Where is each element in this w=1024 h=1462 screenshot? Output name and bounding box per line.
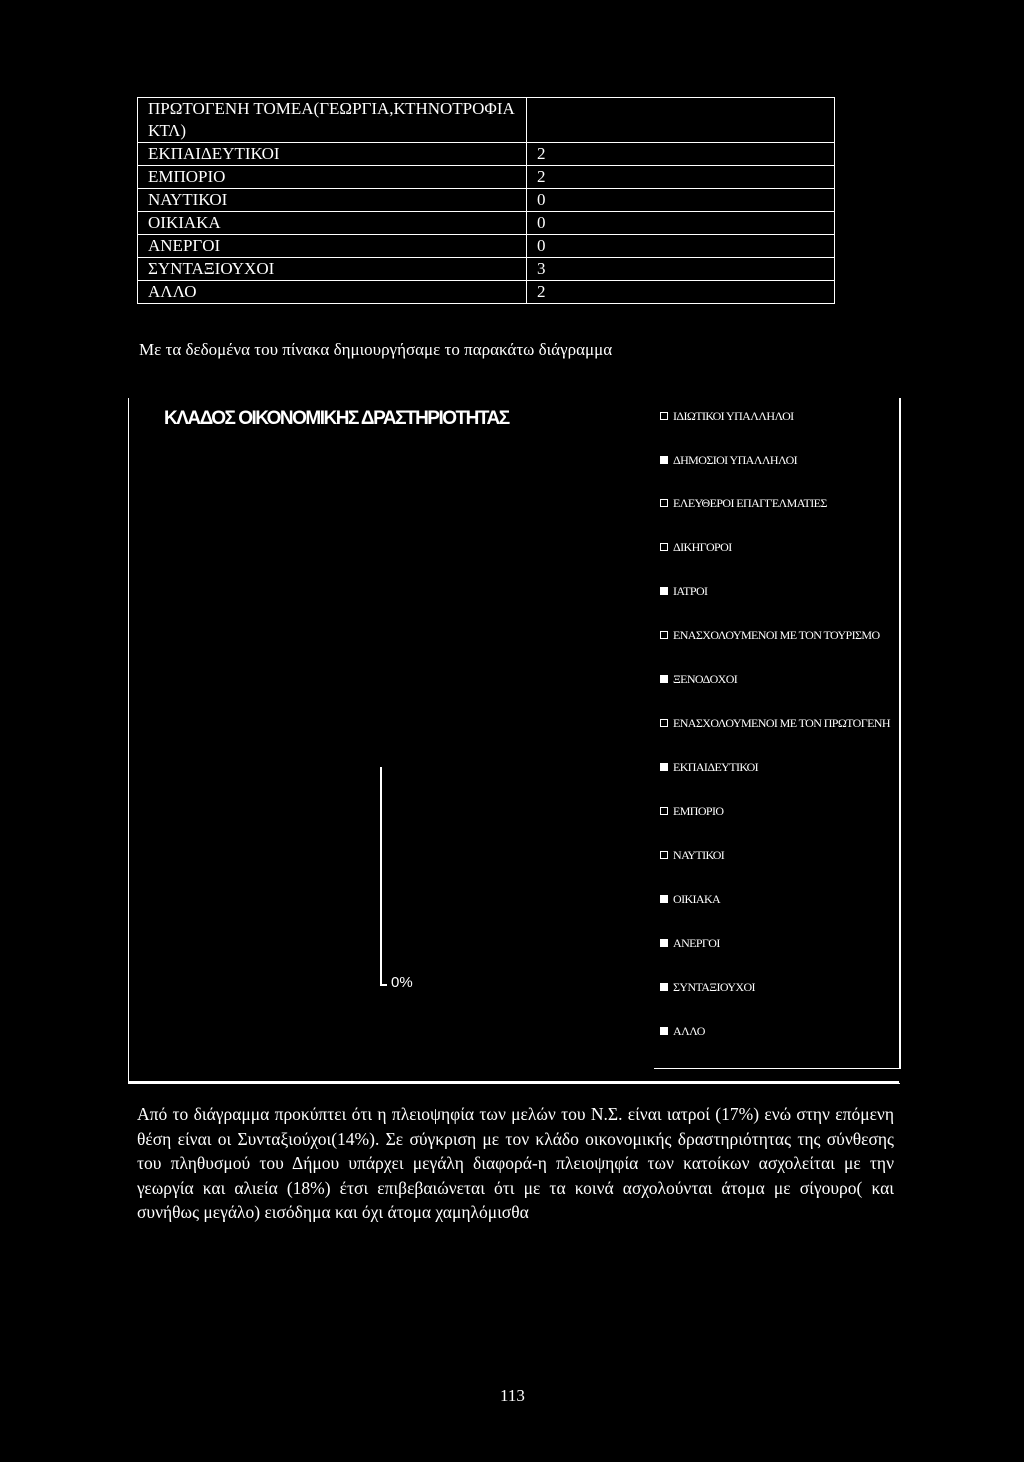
legend-swatch: [660, 1027, 668, 1035]
legend-label: ΞΕΝΟΔΟΧΟΙ: [673, 672, 738, 686]
legend-swatch: [660, 631, 668, 639]
chart-title: ΚΛΑΔΟΣ ΟΙΚΟΝΟΜΙΚΗΣ ΔΡΑΣΤΗΡΙΟΤΗΤΑΣ: [164, 408, 509, 429]
legend-label: ΙΔΙΩΤΙΚΟΙ ΥΠΑΛΛΗΛΟΙ: [673, 409, 794, 423]
divider: [128, 1083, 900, 1084]
legend-swatch: [660, 499, 668, 507]
chart-y-tick-label: 0%: [391, 974, 413, 991]
legend-item: [660, 1023, 705, 1039]
legend-label: ΕΜΠΟΡΙΟ: [673, 804, 724, 818]
legend-swatch: [660, 763, 668, 771]
legend-item: [660, 715, 890, 731]
table-cell-value: [527, 98, 835, 143]
legend-item: [660, 759, 758, 775]
table-row: [138, 235, 835, 258]
legend-swatch: [660, 543, 668, 551]
table-cell-label: ΑΝΕΡΓΟΙ: [138, 235, 527, 258]
legend-swatch: [660, 412, 668, 420]
legend-label: ΕΝΑΣΧΟΛΟΥΜΕΝΟΙ ΜΕ ΤΟΝ ΤΟΥΡΙΣΜΟ: [673, 628, 880, 642]
table-row: [138, 98, 835, 143]
legend-swatch: [660, 983, 668, 991]
legend-label: ΟΙΚΙΑΚΑ: [673, 892, 721, 906]
legend-item: [660, 935, 720, 951]
body-paragraph: Από το διάγραμμα προκύπτει ότι η πλειοψηφία των μελών του Ν.Σ. είναι ιατροί (17%) ενώ στην επόμενη θέση είναι οι Συνταξιούχοι(14%). Σε σύγκριση με τον κλάδο οικονομικής δραστηριότητας της σύνθεσης του πληθυσμού του Δήμου υπάρχει μεγάλη διαφορά-η πλειοψηφία των κατοίκων ασχολείται με την γεωργία και αλιεία (18%) έτσι επιβεβαιώνεται ότι με τα κοινά ασχολούνται άτομα με σίγουρο( και συνήθως μεγάλο) εισόδημα και όχι άτομα χαμηλόμισθα: [137, 1104, 894, 1222]
legend-swatch: [660, 675, 668, 683]
table-row: [138, 258, 835, 281]
table-cell-value: 2: [527, 143, 835, 166]
legend-item: [660, 979, 755, 995]
table-cell-label: ΠΡΩΤΟΓΕΝΗ ΤΟΜΕΑ(ΓΕΩΡΓΙΑ,ΚΤΗΝΟΤΡΟΦΙΑ ΚΤΛ): [138, 98, 527, 143]
legend-swatch: [660, 939, 668, 947]
legend-item: [660, 671, 737, 687]
legend-item: [660, 539, 732, 555]
table-row: [138, 166, 835, 189]
page-number: 113: [500, 1386, 525, 1405]
table-row: [138, 189, 835, 212]
legend-swatch: [660, 456, 668, 464]
table-cell-value: 0: [527, 189, 835, 212]
legend-label: ΕΚΠΑΙΔΕΥΤΙΚΟΙ: [673, 760, 759, 774]
legend-item: [660, 408, 794, 424]
legend-label: ΕΛΕΥΘΕΡΟΙ ΕΠΑΓΓΕΛΜΑΤΙΕΣ: [673, 496, 827, 510]
table-cell-label: ΕΚΠΑΙΔΕΥΤΙΚΟΙ: [138, 143, 527, 166]
table-cell-value: 2: [527, 281, 835, 304]
legend-swatch: [660, 895, 668, 903]
legend-label: ΑΝΕΡΓΟΙ: [673, 936, 720, 950]
legend-label: ΔΗΜΟΣΙΟΙ ΥΠΑΛΛΗΛΟΙ: [673, 453, 798, 467]
table-cell-label: ΝΑΥΤΙΚΟΙ: [138, 189, 527, 212]
legend-item: [660, 847, 724, 863]
chart-legend: [654, 398, 901, 1069]
legend-label: ΕΝΑΣΧΟΛΟΥΜΕΝΟΙ ΜΕ ΤΟΝ ΠΡΩΤΟΓΕΝΗ: [673, 716, 890, 730]
table-cell-value: 0: [527, 235, 835, 258]
legend-item: [660, 495, 827, 511]
legend-swatch: [660, 807, 668, 815]
intro-text: Με τα δεδομένα του πίνακα δημιουργήσαμε το παρακάτω διάγραμμα: [139, 340, 613, 359]
table-cell-value: 3: [527, 258, 835, 281]
table-cell-label: ΣΥΝΤΑΞΙΟΥΧΟΙ: [138, 258, 527, 281]
legend-label: ΙΑΤΡΟΙ: [673, 584, 708, 598]
legend-item: [660, 891, 720, 907]
chart-y-axis-tick: [380, 984, 387, 986]
table-cell-value: 0: [527, 212, 835, 235]
table-cell-label: ΕΜΠΟΡΙΟ: [138, 166, 527, 189]
table-row: [138, 212, 835, 235]
table-cell-value: 2: [527, 166, 835, 189]
legend-item: [660, 627, 880, 643]
table-row: [138, 281, 835, 304]
table-row: [138, 143, 835, 166]
legend-item: [660, 452, 797, 468]
table-cell-label: ΑΛΛΟ: [138, 281, 527, 304]
data-table: [137, 97, 835, 304]
chart: [128, 398, 899, 1083]
legend-label: ΑΛΛΟ: [673, 1024, 705, 1038]
chart-y-axis: [380, 767, 382, 985]
legend-swatch: [660, 719, 668, 727]
legend-label: ΣΥΝΤΑΞΙΟΥΧΟΙ: [673, 980, 755, 994]
legend-item: [660, 803, 723, 819]
table-cell-label: ΟΙΚΙΑΚΑ: [138, 212, 527, 235]
legend-swatch: [660, 587, 668, 595]
legend-label: ΝΑΥΤΙΚΟΙ: [673, 848, 725, 862]
legend-swatch: [660, 851, 668, 859]
legend-item: [660, 583, 707, 599]
legend-label: ΔΙΚΗΓΟΡΟΙ: [673, 540, 732, 554]
